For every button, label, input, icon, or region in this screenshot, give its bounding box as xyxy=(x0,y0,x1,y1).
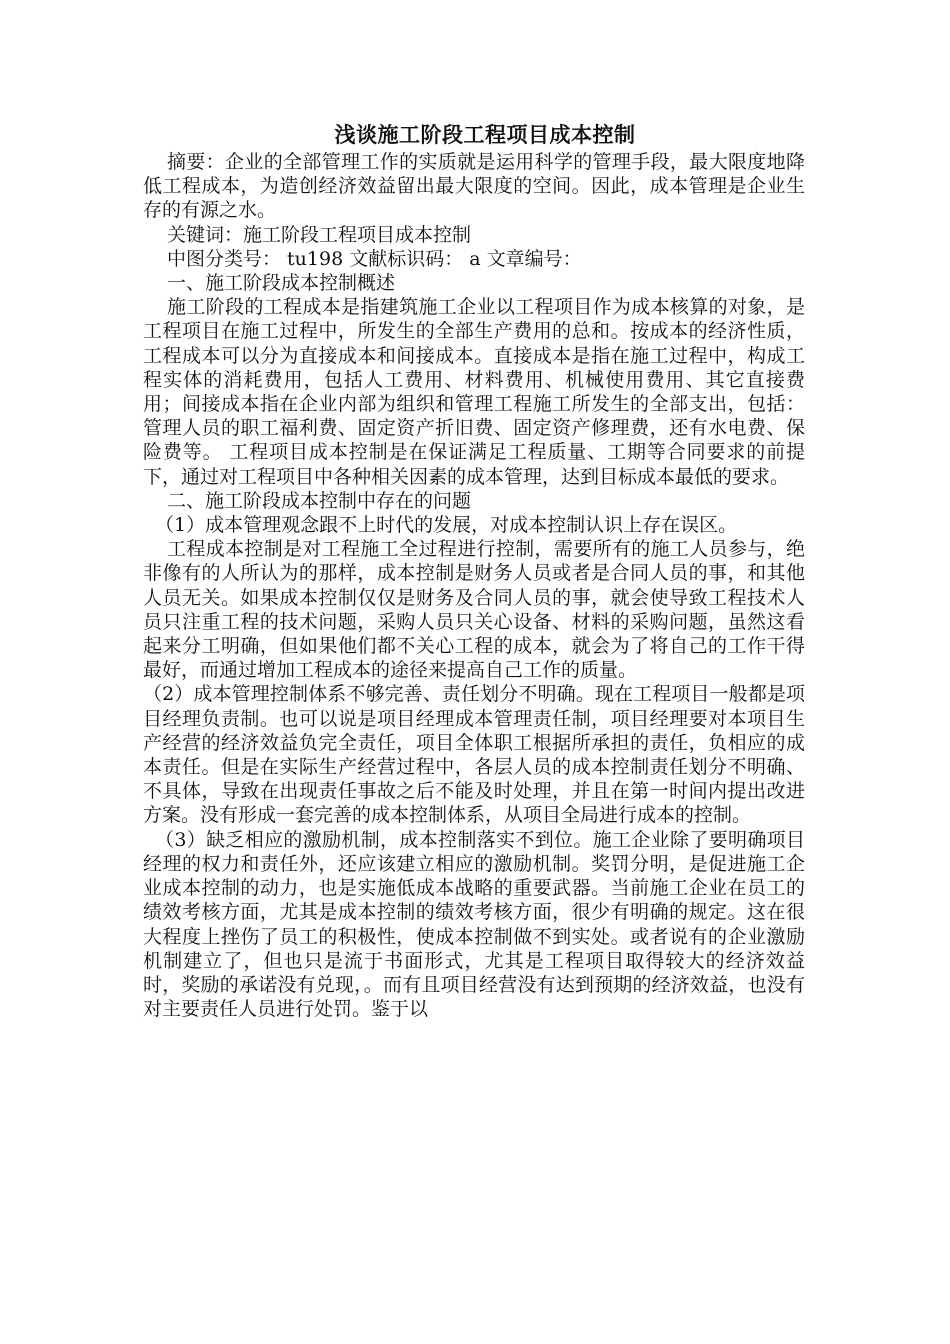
keywords-paragraph: 关键词：施工阶段工程项目成本控制 xyxy=(167,223,472,246)
classification-paragraph: 中图分类号： tu198 文献标识码： a 文章编号： xyxy=(167,247,582,270)
document-title: 浅谈施工阶段工程项目成本控制 xyxy=(334,122,636,147)
problem-item-1: （1）成本管理观念跟不上时代的发展，对成本控制认识上存在误区。 xyxy=(155,514,738,537)
body-paragraph-overview: 施工阶段的工程成本是指建筑施工企业以工程项目作为成本核算的对象，是工程项目在施工过程中，所发生的全部生产费用的总和。按成本的经济性质，工程成本可以分为直接成本和间接成本。直接成本是指在施工过程中，构成工程实体的消耗费用，包括人工费用、材料费用、机械使用费用、其它直接费用；间接成本指在企业内部为组织和管理工程施工所发生的全部支出，包括：管理人员的职工福利费、固定资产折旧费、固定资产修理费，还有水电费、保险费等。 工程项目成本控制是在保证满足工程质量、工期等合同要求的前提下，通过对工程项目中各种相关因素的成本管理，达到目标成本最低的要求。 xyxy=(143,296,805,488)
document-body xyxy=(143,120,805,1021)
abstract-paragraph: 摘要：企业的全部管理工作的实质就是运用科学的管理手段，最大限度地降低工程成本，为造创经济效益留出最大限度的空间。因此，成本管理是企业生存的有源之水。 xyxy=(143,151,805,222)
section-heading-2: 二、施工阶段成本控制中存在的问题 xyxy=(167,489,472,512)
problem-item-3: （3）缺乏相应的激励机制，成本控制落实不到位。施工企业除了要明确项目经理的权力和责任外，还应该建立相应的激励机制。奖罚分明，是促进施工企业成本控制的动力，也是实施低成本战略的重要武器。当前施工企业在员工的绩效考核方面，尤其是成本控制的绩效考核方面，很少有明确的规定。这在很大程度上挫伤了员工的积极性，使成本控制做不到实处。或者说有的企业激励机制建立了，但也只是流于书面形式，尤其是工程项目取得较大的经济效益时，奖励的承诺没有兑现，。而有且项目经营没有达到预期的经济效益，也没有对主要责任人员进行处罚。鉴于以 xyxy=(143,828,805,1021)
section-heading-1: 一、施工阶段成本控制概述 xyxy=(167,272,396,295)
problem-item-2: （2）成本管理控制体系不够完善、责任划分不明确。现在工程项目一般都是项目经理负责制。也可以说是项目经理成本管理责任制，项目经理要对本项目生产经营的经济效益负完全责任，项目全体职工根据所承担的责任，负相应的成本责任。但是在实际生产经营过程中，各层人员的成本控制责任划分不明确、不具体，导致在出现责任事故之后不能及时处理，并且在第一时间内提出改进方案。没有形成一套完善的成本控制体系，从项目全局进行成本的控制。 xyxy=(143,683,805,827)
body-paragraph-problem-1: 工程成本控制是对工程施工全过程进行控制，需要所有的施工人员参与，绝非像有的人所认为的那样，成本控制是财务人员或者是合同人员的事，和其他人员无关。如果成本控制仅仅是财务及合同人员的事，就会使导致工程技术人员只注重工程的技术问题，采购人员只关心设备、材料的采购问题，虽然这看起来分工明确，但如果他们都不关心工程的成本，就会为了将自己的工作干得最好，而通过增加工程成本的途径来提高自己工作的质量。 xyxy=(143,538,805,682)
